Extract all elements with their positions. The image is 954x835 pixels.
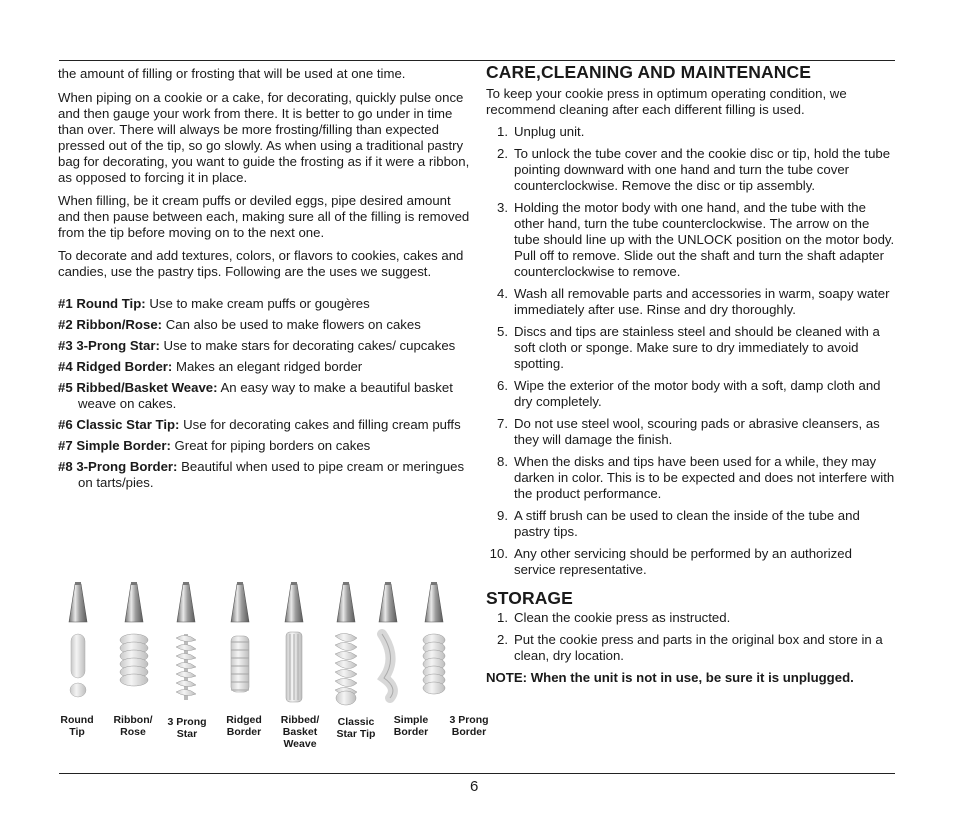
step-text: Clean the cookie press as instructed. [514,610,731,625]
tip-desc: Use to make stars for decorating cakes/ cupcakes [159,338,456,353]
pastry-tip-icon [423,582,445,694]
tip-label [155,716,219,740]
tip-label-line: Ridged [226,714,262,726]
pastry-tip-icon [335,582,357,705]
tip-label [379,714,443,738]
tip-name: #7 Simple Border: [58,438,171,453]
tip-label-line: Rose [120,726,146,738]
tip-name: #5 Ribbed/Basket Weave: [58,380,218,395]
tip-label-line: Classic [337,716,375,728]
tip-label-line: Tip [69,726,85,738]
tip-label-line: Ribbed/ [280,714,320,726]
pastry-tip-icon [379,582,397,698]
tip-desc: Makes an elegant ridged border [172,359,363,374]
tip-label-line: Round [60,714,94,726]
tip-name: #4 Ridged Border: [58,359,173,374]
list-item [486,632,896,664]
list-item [486,124,896,140]
paragraph: To decorate and add textures, colors, or flavors to cookies, cakes and candies, use the pastry tips. Following are the uses we suggest. [58,248,464,279]
tip-item [58,296,470,312]
tip-label-line: Border [226,726,262,738]
step-text: Wash all removable parts and accessories in warm, soapy water immediately after use. Rinse and dry thoroughly. [514,286,890,317]
tip-item [58,317,470,333]
list-item [486,200,896,280]
paragraph: When filling, be it cream puffs or deviled eggs, pipe desired amount and then pause between each, making sure all of the filling is removed from the tip before moving on to the next one. [58,193,470,240]
pastry-tip-icon [285,582,303,702]
tip-desc: Beautiful when used to pipe cream or meringues on tarts/pies. [78,459,465,490]
tip-item [58,459,470,491]
care-heading: CARE,CLEANING AND MAINTENANCE [486,62,812,82]
care-steps [486,124,896,578]
step-text: Any other servicing should be performed by an authorized service representative. [514,546,852,577]
step-number: 8. [497,454,508,469]
tip-label [268,714,332,750]
tip-label-line: Border [393,726,429,738]
tip-label [212,714,276,738]
pastry-tip-icon [176,582,196,700]
step-text: A stiff brush can be used to clean the inside of the tube and pastry tips. [514,508,860,539]
list-item [486,146,896,194]
step-number: 4. [497,286,508,301]
step-number: 1. [497,124,508,139]
tip-label-line: Border [451,726,487,738]
step-number: 9. [497,508,508,523]
step-number: 5. [497,324,508,339]
pastry-tip-icon [120,582,148,686]
list-item [486,508,896,540]
step-number: 2. [497,146,508,161]
page-number: 6 [470,778,479,795]
tip-desc: An easy way to make a beautiful basket weave on cakes. [78,380,453,411]
tip-item [58,359,470,375]
step-text: When the disks and tips have been used for a while, they may darken in color. This is to be expected and does not interfere with the product performance. [514,454,895,501]
tip-desc: Great for piping borders on cakes [170,438,371,453]
tip-name: #6 Classic Star Tip: [58,417,180,432]
step-text: Discs and tips are stainless steel and should be cleaned with a soft cloth or sponge. Make sure to dry immediately to avoid spotting. [514,324,880,371]
tip-desc: Use for decorating cakes and filling cream puffs [179,417,461,432]
list-item [486,546,896,578]
storage-heading: STORAGE [486,588,573,608]
step-text: Holding the motor body with one hand, and the tube with the other hand, turn the tube counterclockwise. The arrow on the tube should line up with the UNLOCK position on the motor body. Pull off to remove. Slide out the shaft and turn the shaft adapter counterclockwise to remove. [514,200,895,279]
list-item [486,286,896,318]
tip-label-line: 3 Prong [449,714,489,726]
tip-name: #2 Ribbon/Rose: [58,317,163,332]
step-text: Wipe the exterior of the motor body with a soft, damp cloth and dry completely. [514,378,881,409]
tip-label-line: Basket [282,726,318,738]
tip-label-line: Ribbon/ [113,714,153,726]
step-number: 10. [489,546,508,561]
paragraph: When piping on a cookie or a cake, for decorating, quickly pulse once and then gauge your work from there. It is better to go under in time than over. There will always be more frosting/filling than expected pressed out of the tip, so go slowly. As when using a traditional pastry bag for decorating, you want to guide the frosting as if it were a ribbon, as opposed to forcing it in place. [58,90,470,185]
bottom-rule [59,773,895,774]
tip-label-line: Simple [393,714,429,726]
tip-desc: Can also be used to make flowers on cakes [162,317,421,332]
pastry-tips-illustration [58,578,478,708]
tip-label-line: Star Tip [336,728,376,740]
top-rule [59,60,895,61]
tip-item [58,380,470,412]
tip-desc: Use to make cream puffs or gougères [145,296,370,311]
pastry-tip-icon [69,582,87,697]
step-text: Unplug unit. [514,124,585,139]
list-item [486,610,896,626]
step-text: Do not use steel wool, scouring pads or abrasive cleansers, as they will damage the finish. [514,416,880,447]
tip-name: #1 Round Tip: [58,296,146,311]
paragraph: the amount of filling or frosting that will be used at one time. [58,66,406,81]
pastry-tip-icon [231,582,249,692]
left-column [58,66,470,496]
step-number: 3. [497,200,508,215]
tip-list [58,296,470,491]
list-item [486,324,896,372]
step-number: 7. [497,416,508,431]
tip-name: #3 3-Prong Star: [58,338,160,353]
tip-label-line: Weave [283,738,317,750]
tip-label [45,714,109,738]
list-item [486,378,896,410]
storage-steps [486,610,896,664]
step-text: Put the cookie press and parts in the original box and store in a clean, dry location. [514,632,883,663]
tip-item [58,417,470,433]
tip-label-line: 3 Prong [167,716,207,728]
list-item [486,416,896,448]
tip-label-line: Star [176,728,198,740]
list-item [486,454,896,502]
tip-name: #8 3-Prong Border: [58,459,178,474]
storage-note: NOTE: When the unit is not in use, be sure it is unplugged. [486,670,854,685]
care-intro: To keep your cookie press in optimum operating condition, we recommend cleaning after each different filling is used. [486,86,847,117]
step-number: 1. [497,610,508,625]
right-column [486,64,896,693]
tip-label [437,714,501,738]
step-number: 2. [497,632,508,647]
step-text: To unlock the tube cover and the cookie disc or tip, hold the tube pointing downward with one hand and turn the tube cover counterclockwise. Remove the disc or tip assembly. [514,146,891,193]
tip-item [58,338,470,354]
step-number: 6. [497,378,508,393]
tip-item [58,438,470,454]
